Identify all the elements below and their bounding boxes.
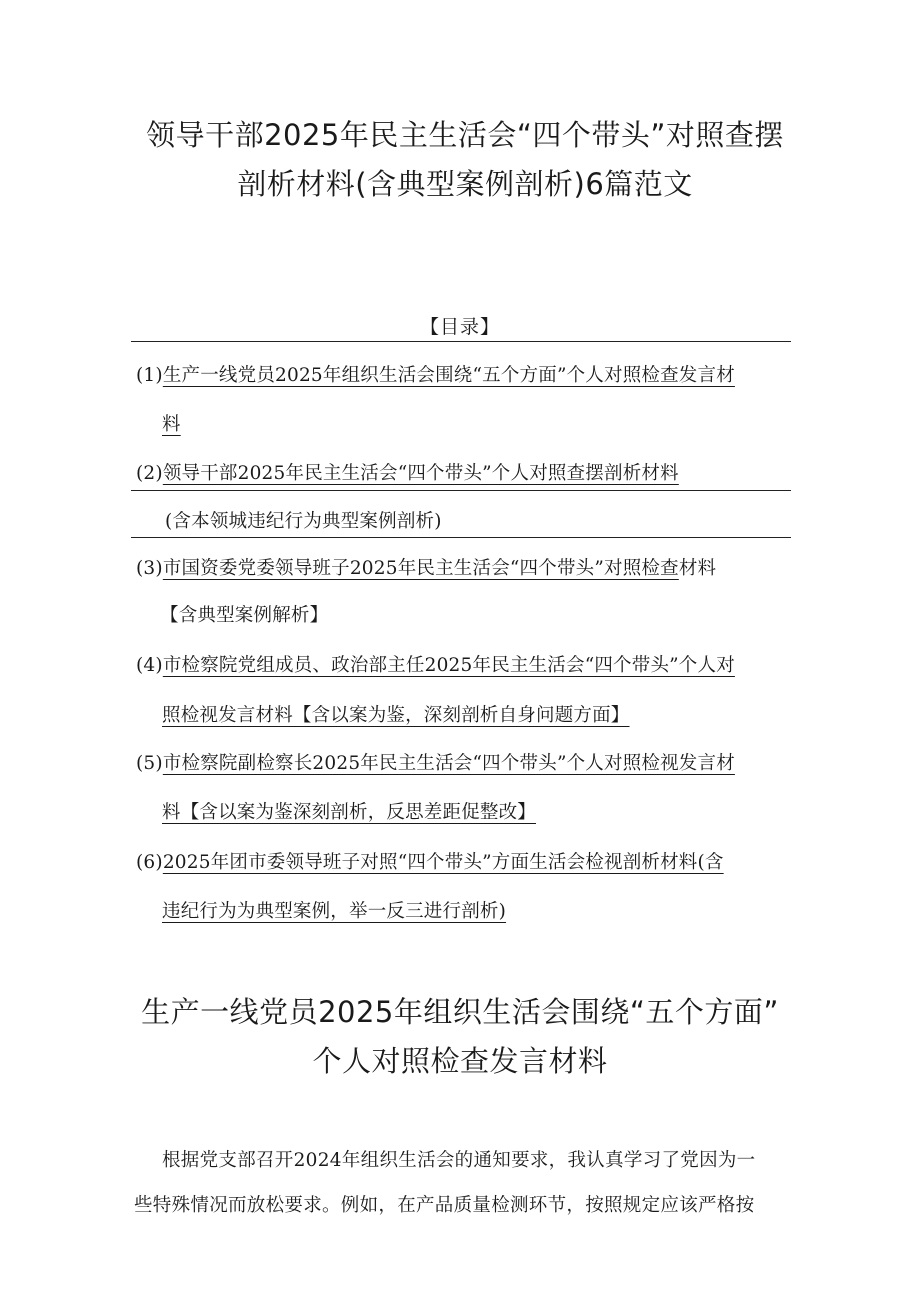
- toc-item-link[interactable]: 市国资委党委领导班子2025年民主生活会“四个带头”对照检查: [162, 558, 679, 579]
- toc-item-link[interactable]: 生产一线党员2025年组织生活会围绕“五个方面”个人对照检查发言材: [162, 365, 735, 386]
- body-paragraph-line-2: 些特殊情况而放松要求。例如，在产品质量检测环节，按照规定应该严格按: [134, 1195, 755, 1216]
- toc-item-1-continuation[interactable]: [162, 410, 181, 436]
- toc-item-3[interactable]: [136, 554, 716, 580]
- toc-item-link[interactable]: 料: [162, 414, 181, 435]
- toc-top-rule: [131, 341, 791, 342]
- toc-item-number: (6): [136, 852, 163, 873]
- section-title-line-2: 个人对照检查发言材料: [312, 1044, 608, 1078]
- toc-heading: 【目录】: [419, 316, 500, 338]
- document-title-line-1: 领导干部2025年民主生活会“四个带头”对照查摆: [146, 118, 784, 152]
- toc-item-2[interactable]: [136, 459, 679, 485]
- toc-rule-1: [131, 490, 791, 491]
- section-title-line-1: 生产一线党员2025年组织生活会围绕“五个方面”: [141, 995, 779, 1029]
- toc-item-5[interactable]: [136, 749, 735, 775]
- body-paragraph-line-1: 根据党支部召开2024年组织生活会的通知要求，我认真学习了党因为一: [162, 1150, 756, 1171]
- toc-item-number: (1): [136, 365, 163, 386]
- toc-item-subtitle: 【含典型案例解析】: [160, 605, 329, 626]
- toc-item-number: (5): [136, 753, 163, 774]
- toc-item-number: (4): [136, 655, 163, 676]
- toc-item-link[interactable]: 市检察院副检察长2025年民主生活会“四个带头”个人对照检视发言材: [162, 753, 735, 774]
- toc-item-number: (2): [136, 463, 163, 484]
- document-title-line-2: 剖析材料(含典型案例剖析)6篇范文: [237, 167, 693, 201]
- toc-item-number: (3): [136, 558, 163, 579]
- toc-rule-2: [131, 537, 791, 538]
- toc-item-subtitle: (含本领城违纪行为典型案例剖析): [165, 511, 442, 532]
- toc-item-text: 材料: [678, 558, 717, 579]
- toc-item-link[interactable]: 料【含以案为鉴深刻剖析，反思差距促整改】: [162, 802, 537, 823]
- toc-item-link[interactable]: 照检视发言材料【含以案为鉴，深刻剖析自身问题方面】: [162, 705, 630, 726]
- toc-item-link[interactable]: 违纪行为为典型案例，举一反三进行剖析): [162, 901, 507, 922]
- toc-item-link[interactable]: 2025年团市委领导班子对照“四个带头”方面生活会检视剖析材料(含: [162, 852, 724, 873]
- toc-item-4[interactable]: [136, 651, 735, 677]
- toc-item-2-continuation: [165, 507, 442, 533]
- toc-item-5-continuation[interactable]: [162, 798, 536, 824]
- toc-item-6-continuation[interactable]: [162, 897, 506, 923]
- toc-item-link[interactable]: 领导干部2025年民主生活会“四个带头”个人对照查摆剖析材料: [162, 463, 679, 484]
- toc-item-1[interactable]: [136, 361, 735, 387]
- toc-item-link[interactable]: 市检察院党组成员、政治部主任2025年民主生活会“四个带头”个人对: [162, 655, 735, 676]
- toc-item-6[interactable]: [136, 848, 724, 874]
- toc-item-4-continuation[interactable]: [162, 701, 630, 727]
- toc-item-3-continuation: [160, 601, 328, 627]
